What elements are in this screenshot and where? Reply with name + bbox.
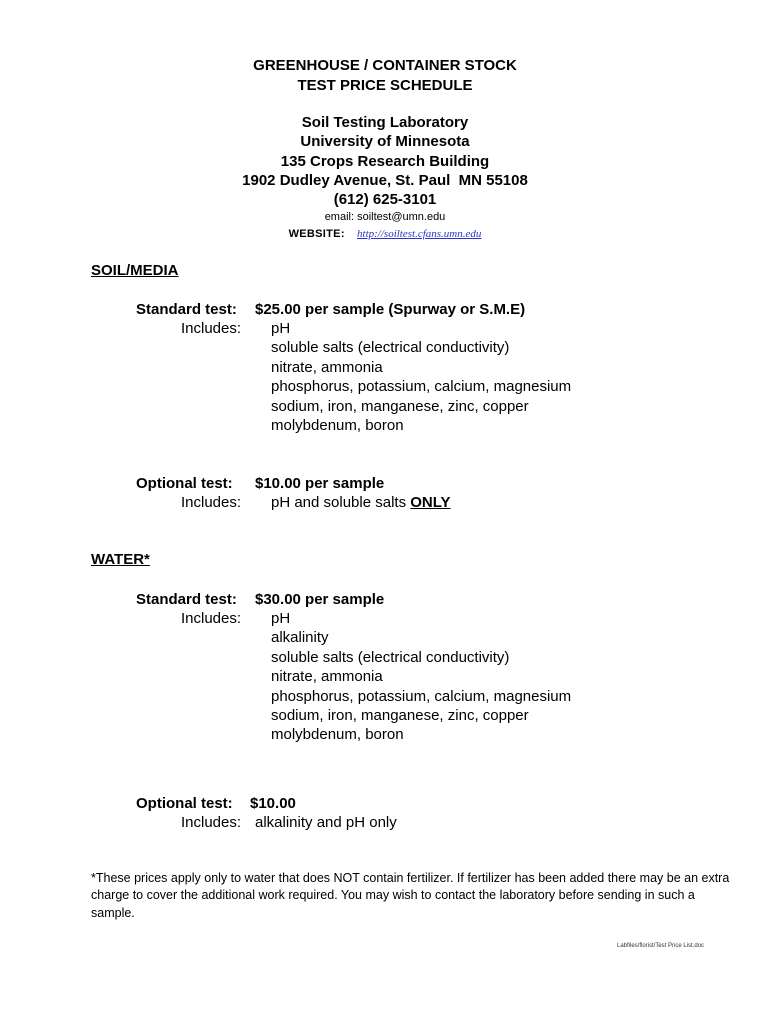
phone-number: (612) 625-3101	[333, 191, 437, 209]
soil-optional-includes-label: Includes:	[181, 494, 242, 511]
list-item: sodium, iron, manganese, zinc, copper	[271, 707, 529, 725]
water-standard-label: Standard test:	[136, 591, 237, 608]
list-item: nitrate, ammonia	[271, 668, 383, 686]
list-item: molybdenum, boron	[271, 417, 404, 435]
list-item: phosphorus, potassium, calcium, magnesium	[271, 378, 572, 396]
title-line-1: GREENHOUSE / CONTAINER STOCK	[253, 57, 517, 74]
list-item: sodium, iron, manganese, zinc, copper	[271, 397, 529, 415]
soil-standard-label: Standard test:	[136, 301, 237, 318]
soil-standard-price: $25.00 per sample (Spurway or S.M.E)	[255, 301, 526, 318]
only-emphasis: ONLY	[410, 494, 451, 511]
list-item: alkalinity	[271, 629, 329, 647]
soil-optional-price: $10.00 per sample	[255, 475, 385, 492]
water-optional-items: alkalinity and pH only	[255, 814, 397, 831]
soil-optional-items-text: pH and soluble salts	[271, 494, 407, 511]
website-link[interactable]: http://soiltest.cfans.umn.edu	[357, 228, 482, 240]
building-name: 135 Crops Research Building	[280, 152, 490, 170]
list-item: pH	[271, 320, 291, 337]
water-footnote: *These prices apply only to water that does NOT contain fertilizer. If fertilizer has been added there may be an extra charge to cover the additional work required. You may wish to contact the laboratory before sending in such a sample.	[91, 871, 730, 920]
soil-includes-label: Includes:	[181, 320, 242, 337]
list-item: soluble salts (electrical conductivity)	[271, 339, 510, 357]
list-item: soluble salts (electrical conductivity)	[271, 648, 510, 666]
water-standard-list	[271, 609, 571, 745]
water-standard-price: $30.00 per sample	[255, 591, 385, 608]
water-optional-label: Optional test:	[136, 795, 233, 812]
soil-optional-label: Optional test:	[136, 475, 233, 492]
contact-block	[0, 209, 770, 243]
email-label: email:	[324, 211, 355, 223]
soil-standard-list	[271, 319, 571, 435]
list-item: molybdenum, boron	[271, 726, 404, 744]
university-name: University of Minnesota	[300, 133, 470, 151]
water-includes-label: Includes:	[181, 610, 242, 627]
lab-name: Soil Testing Laboratory	[301, 114, 469, 131]
soil-optional-items	[271, 493, 451, 512]
list-item: nitrate, ammonia	[271, 358, 383, 376]
water-optional-price: $10.00	[250, 795, 296, 812]
email-address: soiltest@umn.edu	[357, 211, 446, 223]
website-label: WEBSITE:	[288, 228, 345, 240]
water-optional-includes-label: Includes:	[181, 814, 242, 831]
list-item: phosphorus, potassium, calcium, magnesium	[271, 687, 572, 705]
water-heading: WATER*	[91, 551, 150, 568]
file-path-footer: Labfiles/florist/Test Price List.doc	[617, 943, 705, 949]
list-item: pH	[271, 610, 291, 627]
lab-address-block	[0, 113, 770, 209]
document-title	[0, 56, 770, 95]
street-address: 1902 Dudley Avenue, St. Paul MN 55108	[242, 171, 528, 189]
soil-media-heading: SOIL/MEDIA	[91, 262, 179, 279]
title-line-2: TEST PRICE SCHEDULE	[297, 76, 473, 94]
